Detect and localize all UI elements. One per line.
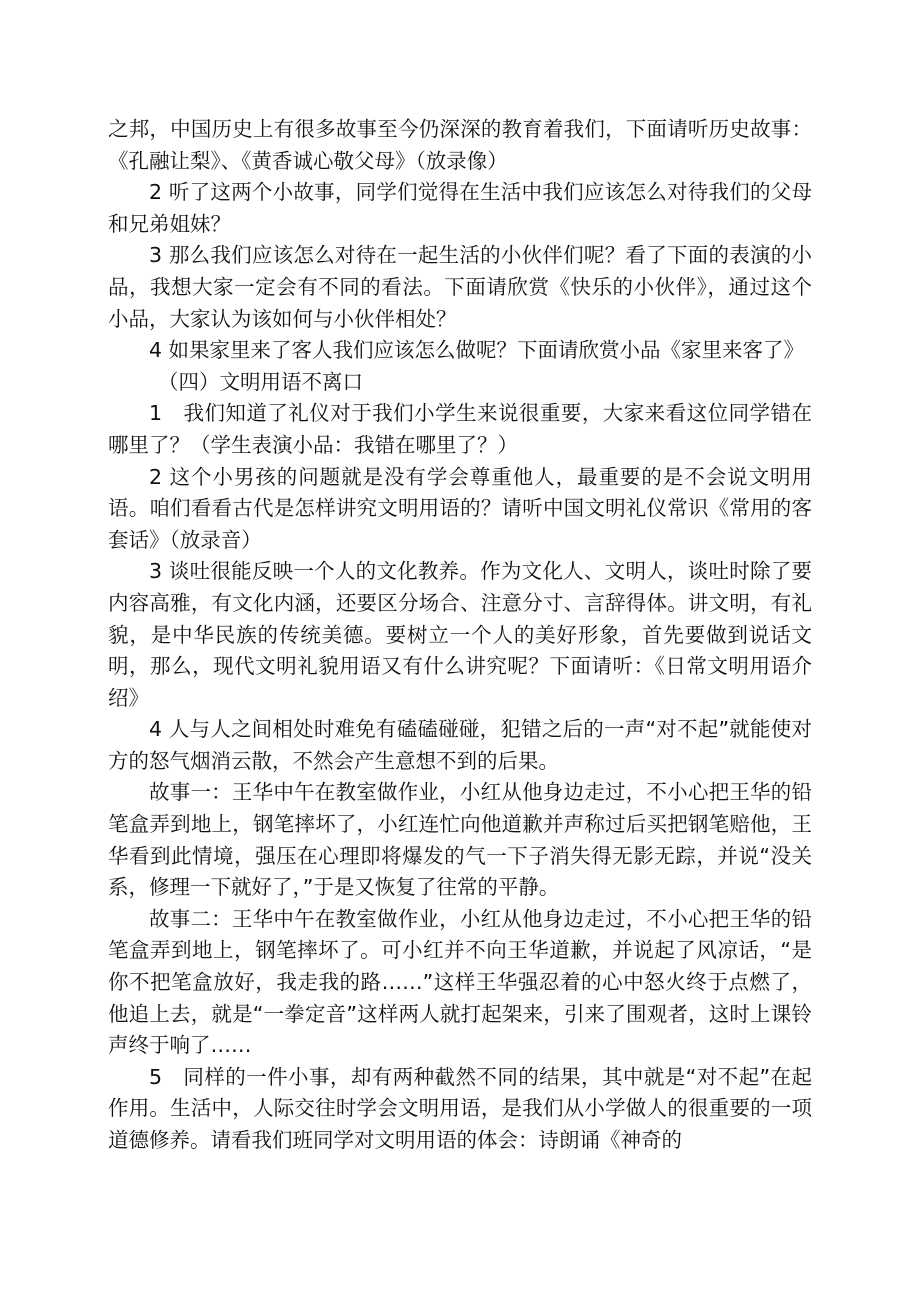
- section-heading-4: （四）文明用语不离口: [158, 369, 363, 394]
- paragraph-3: 3 那么我们应该怎么对待在一起生活的小伙伴们呢？看了下面的表演的小品，我想大家一定会有不同的看法。下面请欣赏《快乐的小伙伴》，通过这个小品，大家认为该如何与小伙伴相处？: [108, 243, 812, 331]
- story-one-paragraph: 故事一：王华中午在教室做作业，小红从他身边走过，不小心把王华的铅笔盒弄到地上，钢笔摔坏了，小红连忙向他道歉并声称过后买把钢笔赔他，王华看到此情境，强压在心理即将爆发的气一下子消失得无影无踪，并说“没关系，修理一下就好了，”于是又恢复了往常的平静。: [108, 780, 812, 900]
- paragraph-4: 4 如果家里来了客人我们应该怎么做呢？下面请欣赏小品《家里来客了》: [149, 338, 805, 363]
- paragraph-2: 2 听了这两个小故事，同学们觉得在生活中我们应该怎么对待我们的父母和兄弟姐妹？: [108, 180, 812, 236]
- paragraph-7: 2 这个小男孩的问题就是没有学会尊重他人，最重要的是不会说文明用语。咱们看看古代是怎样讲究文明用语的？请听中国文明礼仪常识《常用的客套话》（放录音）: [108, 464, 812, 552]
- paragraph-12: 5 同样的一件小事，却有两种截然不同的结果，其中就是“对不起”在起作用。生活中，人际交往时学会文明用语，是我们从小学做人的很重要的一项道德修养。请看我们班同学对文明用语的体会：诗朗诵《神奇的: [108, 1064, 812, 1152]
- paragraph-8: 3 谈吐很能反映一个人的文化教养。作为文化人、文明人，谈吐时除了要内容高雅，有文化内涵，还要区分场合、注意分寸、言辞得体。讲文明，有礼貌，是中华民族的传统美德。要树立一个人的美好形象，首先要做到说话文明，那么，现代文明礼貌用语又有什么讲究呢？下面请听：《日常文明用语介绍》: [108, 559, 812, 710]
- paragraph-1: 之邦，中国历史上有很多故事至今仍深深的教育着我们，下面请听历史故事：《孔融让梨》、《黄香诚心敬父母》（放录像）: [108, 117, 812, 173]
- story-two-paragraph: 故事二：王华中午在教室做作业，小红从他身边走过，不小心把王华的铅笔盒弄到地上，钢笔摔坏了。可小红并不向王华道歉，并说起了风凉话，“是你不把笔盒放好，我走我的路……”这样王华强忍着的心中怒火终于点燃了，他追上去，就是“一拳定音”这样两人就打起架来，引来了围观者，这时上课铃声终于响了……: [108, 906, 812, 1058]
- paragraph-9: 4 人与人之间相处时难免有磕磕碰碰，犯错之后的一声“对不起”就能使对方的怒气烟消云散，不然会产生意想不到的后果。: [108, 717, 812, 773]
- paragraph-6: 1 我们知道了礼仪对于我们小学生来说很重要，大家来看这位同学错在哪里了？（学生表演小品：我错在哪里了？）: [108, 401, 812, 457]
- document-body: [108, 114, 812, 1157]
